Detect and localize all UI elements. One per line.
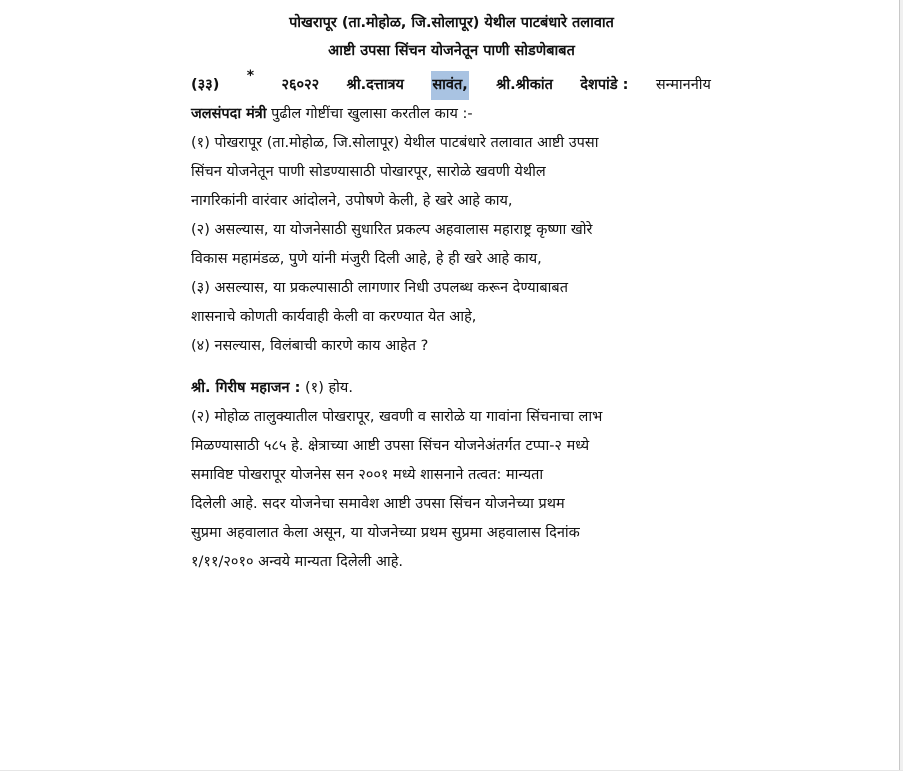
- q4-line-1: (४) नसल्यास, विलंबाची कारणे काय आहेत ?: [191, 338, 429, 354]
- a2-line-6: १/११/२०१० अन्वये मान्यता दिलेली आहे.: [191, 554, 404, 570]
- answer-header-line: [191, 374, 711, 403]
- a2-line-1: (२) मोहोळ तालुक्यातील पोखरापूर, खवणी व सारोळे या गावांना सिंचनाचा लाभ: [191, 409, 603, 425]
- highlighted-surname: सावंत,: [431, 71, 468, 100]
- minister-line: [191, 100, 711, 129]
- a2-line-3: समाविष्ट पोखरापूर योजनेस सन २००१ मध्ये शासनाने तत्वत: मान्यता: [191, 467, 544, 483]
- a2-line-2: मिळण्यासाठी ५८५ हे. क्षेत्राच्या आष्टी उपसा सिंचन योजनेअंतर्गत टप्पा-२ मध्ये: [191, 438, 590, 454]
- answer-1: (१) होय.: [305, 380, 353, 396]
- q2-line-2: विकास महामंडळ, पुणे यांनी मंजुरी दिली आहे, हे ही खरे आहे काय,: [191, 251, 542, 267]
- asker-2-name: श्री.श्रीकांत: [496, 77, 553, 93]
- honorific: सन्माननीय: [655, 77, 711, 93]
- question-block: [191, 68, 711, 361]
- respondent-name: श्री. गिरीष महाजन :: [191, 380, 301, 396]
- asker-1-name: श्री.दत्तात्रय: [346, 77, 404, 93]
- minister-title: जलसंपदा मंत्री: [191, 106, 267, 122]
- question-header-line: [191, 68, 711, 100]
- answer-block: [191, 374, 711, 577]
- a2-line-5: सुप्रमा अहवालात केला असून, या योजनेच्या प्रथम सुप्रमा अहवालास दिनांक: [191, 525, 580, 541]
- document-title-line-1: पोखरापूर (ता.मोहोळ, जि.सोलापूर) येथील पाटबंधारे तलावात: [289, 15, 614, 31]
- q2-line-1: (२) असल्यास, या योजनेसाठी सुधारित प्रकल्प अहवालास महाराष्ट्र कृष्णा खोरे: [191, 222, 593, 238]
- question-number: (३३): [191, 77, 220, 93]
- star-marker: *: [246, 68, 255, 84]
- q3-line-1: (३) असल्यास, या प्रकल्पासाठी लागणार निधी उपलब्ध करून देण्याबाबत: [191, 280, 568, 296]
- request-text: पुढील गोष्टींचा खुलासा करतील काय :-: [271, 106, 473, 122]
- page-edge: [899, 0, 903, 771]
- question-code: २६०२२: [281, 77, 320, 93]
- q3-line-2: शासनाचे कोणती कार्यवाही केली वा करण्यात येत आहे,: [191, 309, 477, 325]
- q1-line-3: नागरिकांनी वारंवार आंदोलने, उपोषणे केली, हे खरे आहे काय,: [191, 193, 513, 209]
- q1-line-1: (१) पोखरापूर (ता.मोहोळ, जि.सोलापूर) येथील पाटबंधारे तलावात आष्टी उपसा: [191, 135, 599, 151]
- q1-line-2: सिंचन योजनेतून पाणी सोडण्यासाठी पोखारपूर, सारोळे खवणी येथील: [191, 164, 546, 180]
- asker-2-surname: देशपांडे :: [580, 77, 629, 93]
- a2-line-4: दिलेली आहे. सदर योजनेचा समावेश आष्टी उपसा सिंचन योजनेच्या प्रथम: [191, 496, 565, 512]
- document-title-line-2: आष्टी उपसा सिंचन योजनेतून पाणी सोडणेबाबत: [328, 43, 575, 59]
